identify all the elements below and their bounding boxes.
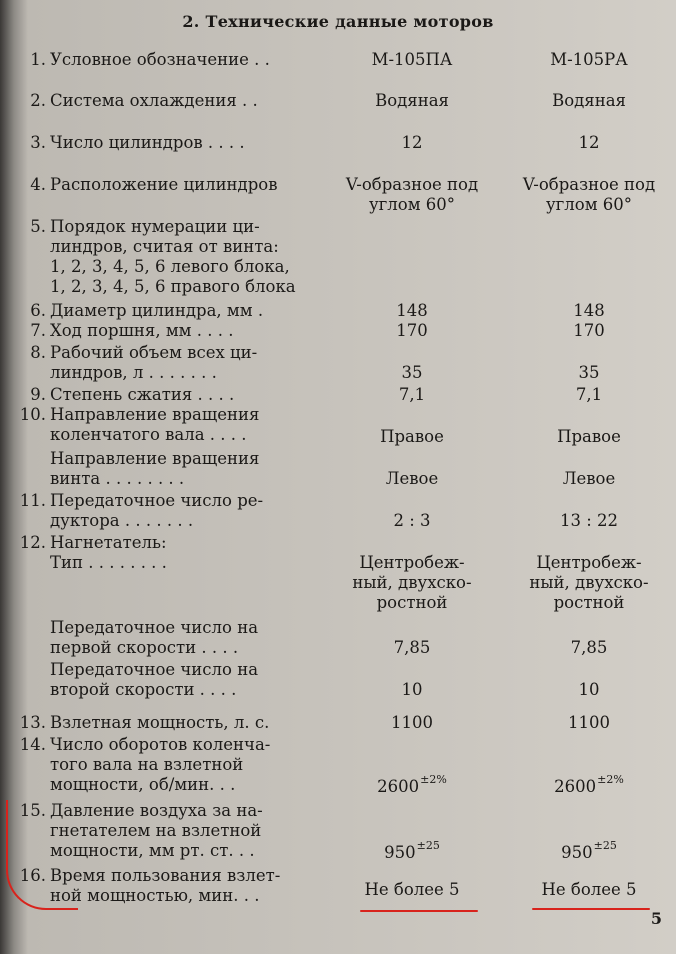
tolerance: ±25 xyxy=(593,839,617,852)
row-number: 16. xyxy=(19,866,46,885)
row-number: 3. xyxy=(30,133,46,152)
row-label: Время пользования взлет- ной мощностью, мин. . . xyxy=(50,866,281,905)
value-col2: 1100 xyxy=(568,713,610,732)
row-label: Рабочий объем всех ци- линдров, л . . . . . . . xyxy=(50,343,258,382)
value-col1: 7,1 xyxy=(398,385,426,404)
value-col1: Правое xyxy=(380,427,444,446)
value-col2: Водяная xyxy=(552,91,626,110)
row-label: Тип . . . . . . . . xyxy=(50,553,167,572)
value-col1: М-105ПА xyxy=(371,50,453,69)
row-label: Направление вращения винта . . . . . . . . xyxy=(50,449,260,488)
value-col2 xyxy=(508,839,670,865)
value-col1: 35 xyxy=(401,363,423,382)
value-col2: Центробеж- ный, двухско- ростной xyxy=(529,553,649,612)
row-label: Число оборотов коленча- того вала на взлетной мощности, об/мин. . . xyxy=(50,735,271,794)
value-col2: М-105РА xyxy=(550,50,628,69)
row-label: Давление воздуха за на- гнетателем на взлетной мощности, мм рт. ст. . . xyxy=(50,801,263,860)
row-number: 4. xyxy=(30,175,46,194)
rpm-value: 2600 xyxy=(377,777,420,796)
value-col1: 10 xyxy=(401,680,423,699)
row-number: 13. xyxy=(19,713,46,732)
value-col1: Центробеж- ный, двухско- ростной xyxy=(352,553,472,612)
value-col2: Левое xyxy=(562,469,616,488)
row-label: Взлетная мощность, л. с. xyxy=(50,713,270,732)
row-label: Передаточное число ре- дуктора . . . . . . . xyxy=(50,491,264,530)
row-number: 8. xyxy=(30,343,46,362)
row-number: 6. xyxy=(30,301,46,320)
value-col1: V-образное под углом 60° xyxy=(345,175,479,214)
row-number: 14. xyxy=(19,735,46,754)
row-number: 2. xyxy=(30,91,46,110)
row-number: 12. xyxy=(19,533,46,552)
row-number: 7. xyxy=(30,321,46,340)
value-col1: 148 xyxy=(396,301,428,320)
value-col2: V-образное под углом 60° xyxy=(522,175,656,214)
row-label: Условное обозначение . . xyxy=(50,50,270,69)
red-underline-col2 xyxy=(532,908,650,910)
value-col2: 13 : 22 xyxy=(559,511,619,530)
row-label: Порядок нумерации ци- линдров, считая от винта: 1, 2, 3, 4, 5, 6 левого блока, 1, 2, 3, 4, 5, 6 правого блока xyxy=(50,217,296,296)
row-label: Ход поршня, мм . . . . xyxy=(50,321,234,340)
value-col2: 7,1 xyxy=(575,385,603,404)
red-bracket-mark xyxy=(6,800,78,910)
value-col1: Левое xyxy=(385,469,439,488)
page-number: 5 xyxy=(650,909,662,928)
value-col1 xyxy=(336,773,488,799)
row-label: Направление вращения коленчатого вала . . . . xyxy=(50,405,260,444)
value-col2: 7,85 xyxy=(570,638,608,657)
row-number: 9. xyxy=(30,385,46,404)
row-number: 11. xyxy=(19,491,46,510)
row-label: Степень сжатия . . . . xyxy=(50,385,235,404)
row-number: 5. xyxy=(30,217,46,236)
row-label: Диаметр цилиндра, мм . xyxy=(50,301,264,320)
value-col1: Водяная xyxy=(375,91,449,110)
value-col1: 170 xyxy=(396,321,428,340)
value-col1: 7,85 xyxy=(393,638,431,657)
row-label: Передаточное число на первой скорости . . . . xyxy=(50,618,259,657)
row-number: 15. xyxy=(19,801,46,820)
red-underline-col1 xyxy=(360,910,478,912)
row-label: Система охлаждения . . xyxy=(50,91,258,110)
value-col1: 12 xyxy=(401,133,423,152)
row-label: Передаточное число на второй скорости . . . . xyxy=(50,660,259,699)
tolerance: ±2% xyxy=(420,773,447,786)
value-col2: Не более 5 xyxy=(541,880,637,899)
value-col2: 12 xyxy=(578,133,600,152)
pressure-value: 950 xyxy=(561,843,593,862)
row-label: Число цилиндров . . . . xyxy=(50,133,245,152)
row-label: Расположение цилиндров xyxy=(50,175,278,194)
value-col2: 170 xyxy=(573,321,605,340)
row-label: Нагнетатель: xyxy=(50,533,167,552)
value-col1 xyxy=(336,839,488,865)
value-col2: Правое xyxy=(557,427,621,446)
row-number: 1. xyxy=(30,50,46,69)
tolerance: ±2% xyxy=(597,773,624,786)
value-col1: 1100 xyxy=(391,713,433,732)
section-title: 2. Технические данные моторов xyxy=(182,12,494,31)
tolerance: ±25 xyxy=(416,839,440,852)
value-col2 xyxy=(508,773,670,799)
value-col2: 10 xyxy=(578,680,600,699)
value-col1: 2 : 3 xyxy=(393,511,431,530)
value-col2: 148 xyxy=(573,301,605,320)
row-number: 10. xyxy=(19,405,46,424)
value-col1: Не более 5 xyxy=(364,880,460,899)
value-col2: 35 xyxy=(578,363,600,382)
rpm-value: 2600 xyxy=(554,777,597,796)
pressure-value: 950 xyxy=(384,843,416,862)
